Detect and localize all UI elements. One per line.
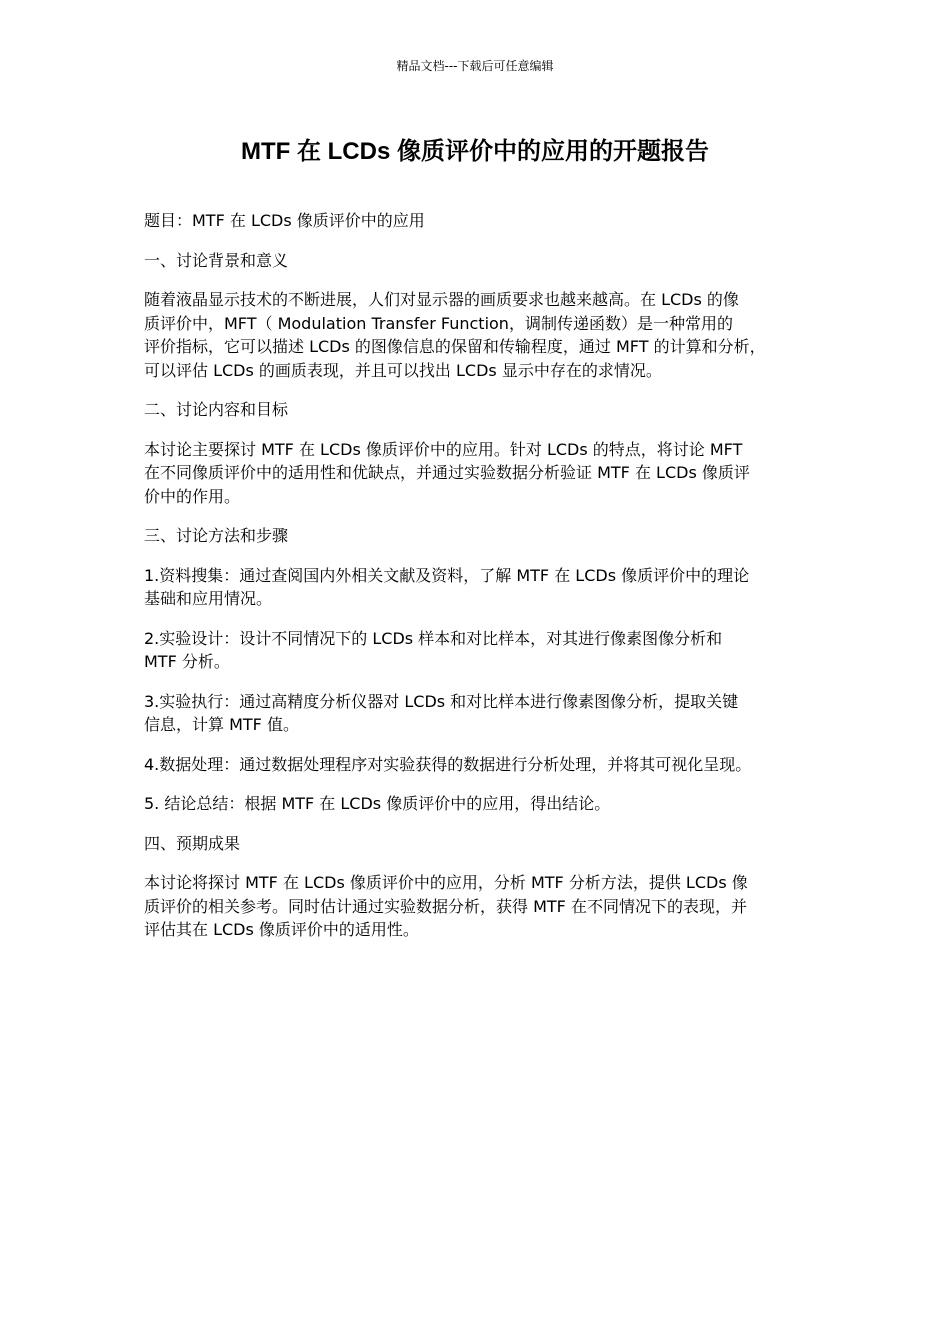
section-heading-content bbox=[144, 398, 808, 422]
text-line: 质评价的相关参考。同时估计通过实验数据分析，获得 MTF 在不同情况下的表现，并 bbox=[144, 896, 747, 916]
text-line: 1.资料搜集：通过查阅国内外相关文献及资料，了解 MTF 在 LCDs 像质评价中的理论 bbox=[144, 565, 750, 585]
paragraph-step-3 bbox=[144, 690, 808, 737]
paragraph-step-5 bbox=[144, 792, 808, 816]
text-line: 质评价中，MFT（ Modulation Transfer Function，调制传递函数）是一种常用的 bbox=[144, 313, 733, 333]
paragraph-results bbox=[144, 871, 808, 942]
text-line: 3.实验执行：通过高精度分析仪器对 LCDs 和对比样本进行像素图像分析，提取关键 bbox=[144, 691, 739, 711]
text-line: 可以评估 LCDs 的画质表现，并且可以找出 LCDs 显示中存在的求情况。 bbox=[144, 360, 662, 380]
paragraph-content bbox=[144, 438, 808, 509]
paragraph-topic bbox=[144, 209, 808, 233]
text-line: 随着液晶显示技术的不断进展，人们对显示器的画质要求也越来越高。在 LCDs 的像 bbox=[144, 290, 739, 309]
paragraph-step-2 bbox=[144, 627, 808, 674]
text-line: 一、讨论背景和意义 bbox=[144, 250, 289, 270]
section-heading-background bbox=[144, 249, 808, 273]
text-line: 二、讨论内容和目标 bbox=[144, 400, 289, 419]
text-line: 在不同像质评价中的适用性和优缺点，并通过实验数据分析验证 MTF 在 LCDs 像质评 bbox=[144, 463, 750, 482]
text-line: 四、预期成果 bbox=[144, 833, 241, 853]
paragraph-step-4 bbox=[144, 753, 808, 777]
text-line: 题目：MTF 在 LCDs 像质评价中的应用 bbox=[144, 211, 425, 230]
text-line: 5. 结论总结：根据 MTF 在 LCDs 像质评价中的应用，得出结论。 bbox=[144, 794, 611, 813]
document-body bbox=[144, 209, 808, 958]
page-header: 精品文档---下载后可任意编辑 bbox=[396, 59, 554, 73]
section-heading-results bbox=[144, 832, 808, 856]
text-line: 本讨论将探讨 MTF 在 LCDs 像质评价中的应用，分析 MTF 分析方法，提供 LCDs 像 bbox=[144, 873, 748, 892]
text-line: 4.数据处理：通过数据处理程序对实验获得的数据进行分析处理，并将其可视化呈现。 bbox=[144, 754, 752, 774]
text-line: 本讨论主要探讨 MTF 在 LCDs 像质评价中的应用。针对 LCDs 的特点，将讨论 MFT bbox=[144, 439, 743, 459]
text-line: 基础和应用情况。 bbox=[144, 589, 273, 608]
text-line: 信息，计算 MTF 值。 bbox=[144, 715, 299, 734]
text-line: 评价指标，它可以描述 LCDs 的图像信息的保留和传输程度，通过 MFT 的计算和分析， bbox=[144, 337, 766, 356]
paragraph-step-1 bbox=[144, 564, 808, 611]
text-line: 三、讨论方法和步骤 bbox=[144, 526, 289, 545]
section-heading-methods bbox=[144, 524, 808, 548]
paragraph-background bbox=[144, 288, 808, 382]
text-line: 价中的作用。 bbox=[144, 486, 241, 506]
document-title: MTF 在 LCDs 像质评价中的应用的开题报告 bbox=[241, 138, 709, 165]
text-line: 评估其在 LCDs 像质评价中的适用性。 bbox=[144, 920, 419, 939]
text-line: MTF 分析。 bbox=[144, 652, 230, 671]
text-line: 2.实验设计：设计不同情况下的 LCDs 样本和对比样本，对其进行像素图像分析和 bbox=[144, 628, 723, 648]
